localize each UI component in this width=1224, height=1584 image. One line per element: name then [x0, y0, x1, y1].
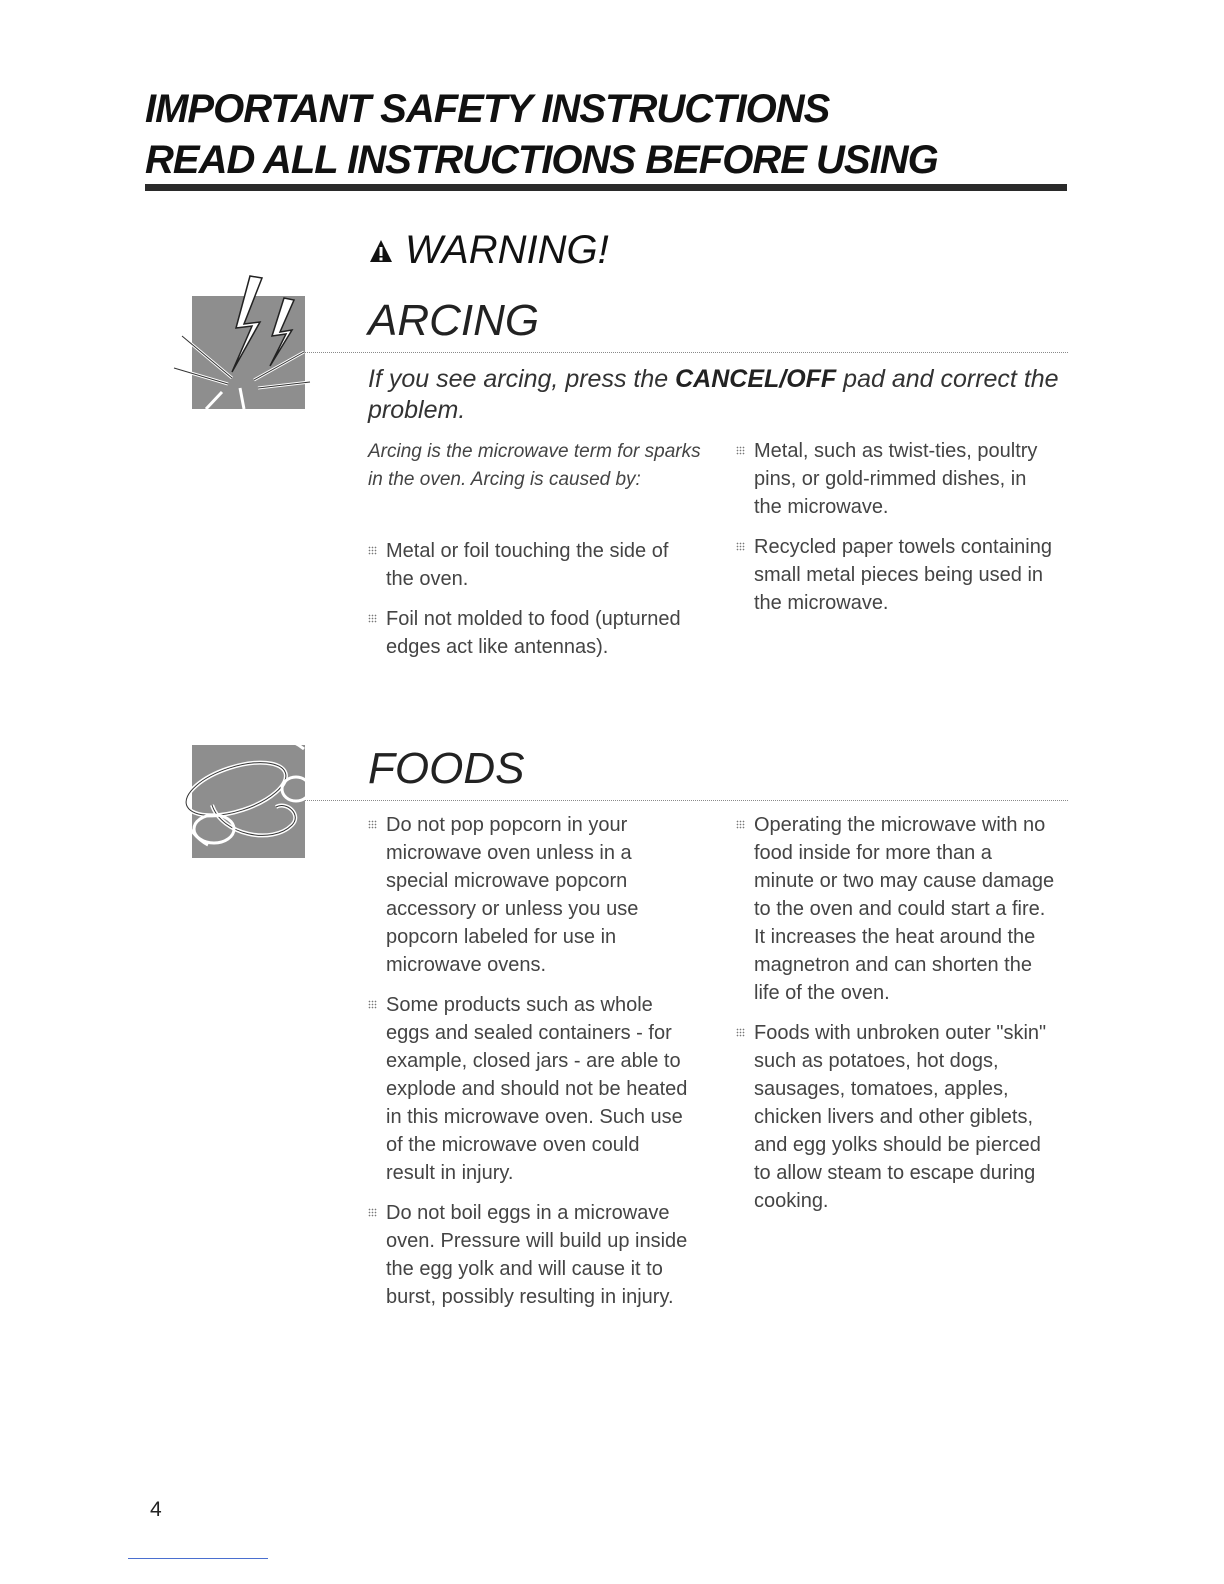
- header-rule: [145, 184, 1067, 191]
- list-item: [736, 437, 1056, 521]
- list-item: [368, 1199, 688, 1311]
- arcing-intro: [368, 364, 1068, 426]
- list-item: [736, 811, 1056, 1007]
- bullet-icon: [736, 446, 745, 455]
- foods-section-title: FOODS: [368, 744, 525, 793]
- arcing-section-title: ARCING: [368, 296, 540, 345]
- header-title-line1: IMPORTANT SAFETY INSTRUCTIONS: [145, 87, 830, 131]
- list-item: [368, 811, 688, 979]
- list-item: [368, 537, 688, 593]
- list-item: [736, 533, 1056, 617]
- foods-list-right: [736, 811, 1056, 1227]
- cancel-off-pad-label: CANCEL/OFF: [675, 365, 837, 393]
- list-item-text: Foods with unbroken outer "skin" such as potatoes, hot dogs, sausages, tomatoes, apples, chicken livers and other giblets, and egg yolks should be pierced to allow steam to escape during cooking.: [754, 1022, 1047, 1212]
- bullet-icon: [736, 542, 745, 551]
- warning-label: WARNING!: [405, 228, 609, 272]
- list-item-text: Some products such as whole eggs and sealed containers - for example, closed jars - are able to explode and should not be heated in this microwave oven. Such use of the microwave oven could result in injury.: [386, 994, 688, 1184]
- header-title-line2: READ ALL INSTRUCTIONS BEFORE USING: [145, 138, 938, 182]
- list-item-text: Metal or foil touching the side of the oven.: [386, 540, 669, 590]
- arcing-causes-left: [368, 537, 688, 673]
- list-item-text: Operating the microwave with no food inside for more than a minute or two may cause damage to the oven and could start a fire. It increases the heat around the magnetron and can shorten the life of the oven.: [754, 814, 1055, 1004]
- arcing-description: Arcing is the microwave term for sparks in the oven. Arcing is caused by:: [368, 441, 701, 490]
- bullet-icon: [368, 546, 377, 555]
- list-item: [368, 605, 688, 661]
- bullet-icon: [368, 614, 377, 623]
- list-item-text: Foil not molded to food (upturned edges act like antennas).: [386, 608, 681, 658]
- foods-list-left: [368, 811, 688, 1323]
- lightning-spark-icon: [192, 296, 305, 409]
- list-item: [736, 1019, 1056, 1215]
- bullet-icon: [368, 1208, 377, 1217]
- arcing-causes-right: [736, 437, 1056, 629]
- list-item-text: Recycled paper towels containing small metal pieces being used in the microwave.: [754, 536, 1052, 614]
- warning-heading: [369, 228, 609, 273]
- arcing-intro-text: If you see arcing, press the: [368, 365, 676, 393]
- bullet-icon: [736, 820, 745, 829]
- page-number: 4: [150, 1498, 162, 1521]
- bullet-icon: [736, 1028, 745, 1037]
- list-item-text: Do not pop popcorn in your microwave oven unless in a special microwave popcorn accessory or unless you use popcorn labeled for use in microwave ovens.: [386, 814, 639, 976]
- eggs-food-icon: [192, 745, 305, 858]
- arcing-section-rule: [305, 352, 1068, 353]
- arcing-intro-text-end: pad and correct the problem.: [368, 365, 1059, 424]
- list-item-text: Do not boil eggs in a microwave oven. Pressure will build up inside the egg yolk and will cause it to burst, possibly resulting in injury.: [386, 1202, 688, 1308]
- list-item-text: Metal, such as twist-ties, poultry pins, or gold-rimmed dishes, in the microwave.: [754, 440, 1038, 518]
- bullet-icon: [368, 820, 377, 829]
- foods-section-rule: [305, 800, 1068, 801]
- list-item: [368, 991, 688, 1187]
- bullet-icon: [368, 1000, 377, 1009]
- footer-rule: [128, 1558, 268, 1559]
- warning-triangle-icon: [369, 239, 393, 263]
